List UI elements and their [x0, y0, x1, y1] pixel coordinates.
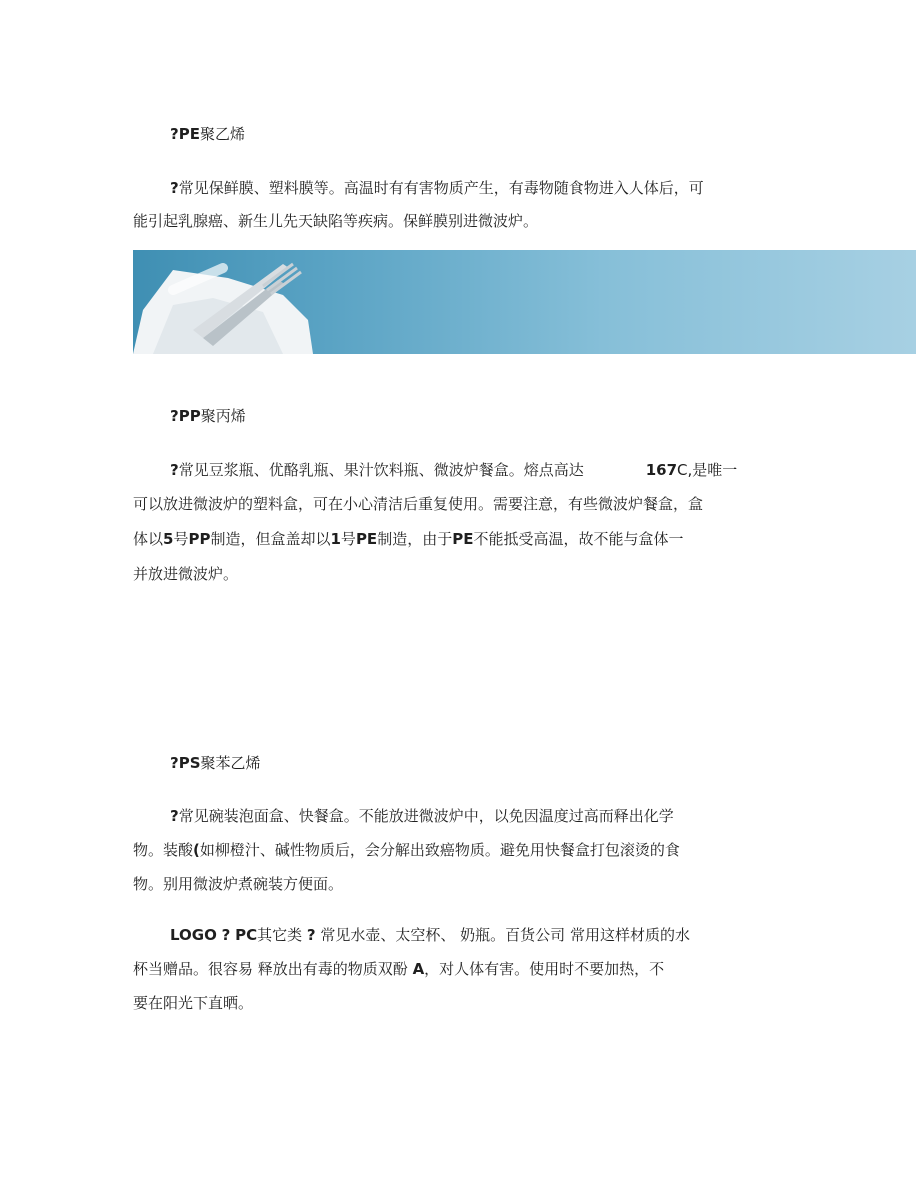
ps-body-line-1: ?常见碗装泡面盒、快餐盒。不能放进微波炉中，以免因温度过高而释出化学	[170, 807, 674, 825]
pc-body-line-1: LOGO ? PC其它类 ? 常见水壶、太空杯、 奶瓶。百货公司 常用这样材质的水	[170, 926, 690, 944]
ps-body-line-3: 物。别用微波炉煮碗装方便面。	[133, 875, 344, 893]
fork-knife-napkin-icon	[133, 250, 916, 354]
pp-body-line-4: 并放进微波炉。	[133, 565, 239, 583]
pp-body-line-1: ?常见豆浆瓶、优酪乳瓶、果汁饮料瓶、微波炉餐盒。熔点高达 167C,是唯一	[170, 461, 738, 479]
pc-body-line-3: 要在阳光下直晒。	[133, 994, 254, 1012]
pe-heading: ?PE聚乙烯	[170, 125, 245, 143]
tableware-banner-image	[133, 250, 916, 354]
pc-body-line-2: 杯当赠品。很容易 释放出有毒的物质双酚 A，对人体有害。使用时不要加热，不	[133, 960, 665, 978]
pp-heading: ?PP聚丙烯	[170, 407, 246, 425]
ps-body-line-2: 物。装酸(如柳橙汁、碱性物质后，会分解出致癌物质。避免用快餐盒打包滚烫的食	[133, 841, 680, 859]
pe-body-line-2: 能引起乳腺癌、新生儿先天缺陷等疾病。保鲜膜别进微波炉。	[133, 212, 539, 230]
ps-heading: ?PS聚苯乙烯	[170, 754, 261, 772]
pp-body-line-3: 体以5号PP制造，但盒盖却以1号PE制造，由于PE不能抵受高温，故不能与盒体一	[133, 530, 684, 548]
pe-body-line-1: ?常见保鲜膜、塑料膜等。高温时有有害物质产生，有毒物随食物进入人体后，可	[170, 179, 704, 197]
pp-body-line-2: 可以放进微波炉的塑料盒，可在小心清洁后重复使用。需要注意，有些微波炉餐盒，盒	[133, 495, 704, 513]
